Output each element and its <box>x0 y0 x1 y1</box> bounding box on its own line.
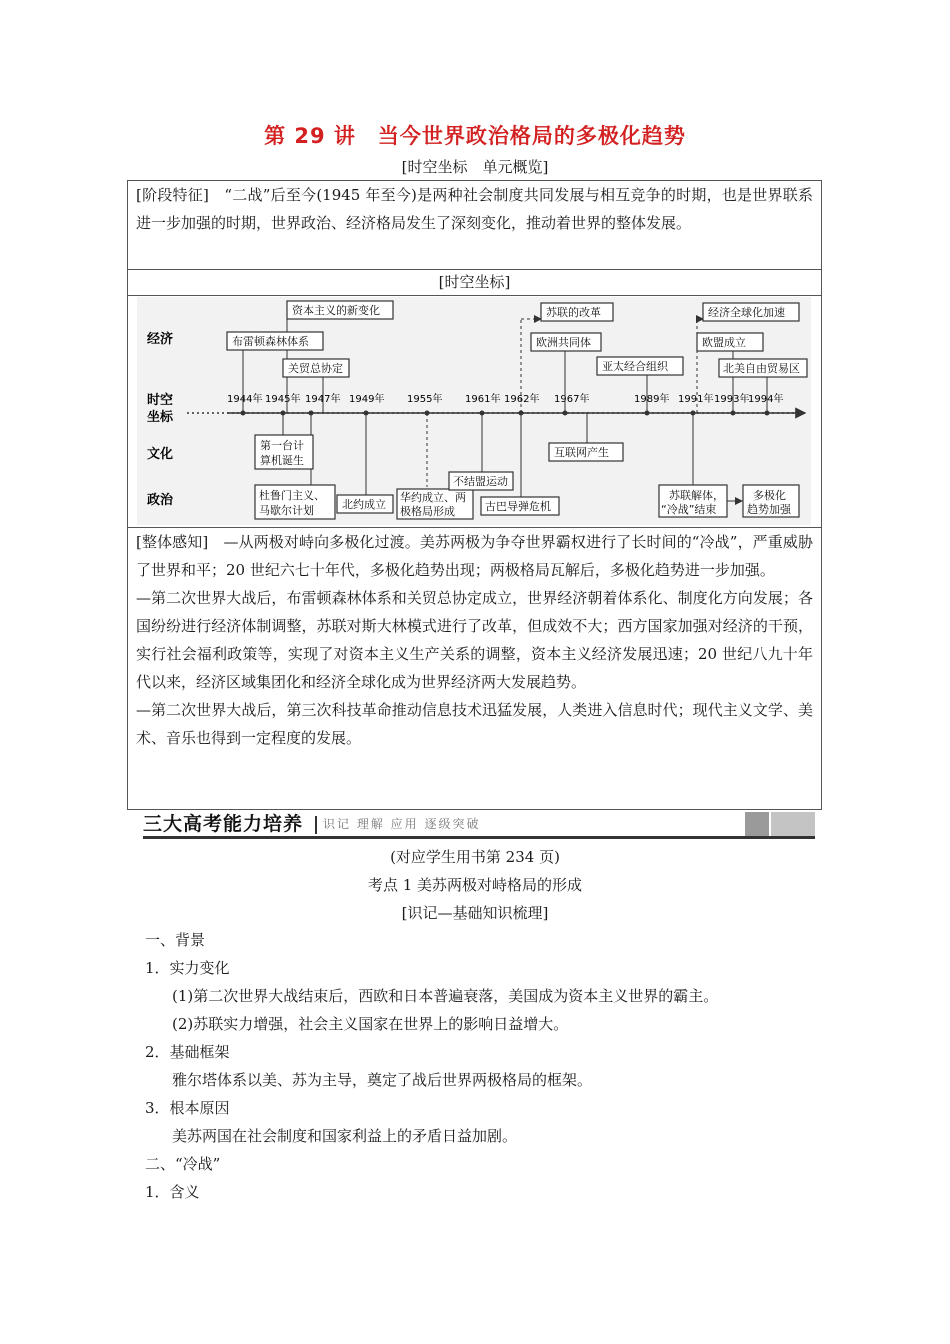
text-globalization: 经济全球化加速 <box>708 306 785 319</box>
text-computer-1: 第一台计 <box>260 439 304 452</box>
text-soviet-reform: 苏联的改革 <box>546 306 601 319</box>
year-1945: 1945年 <box>265 394 301 405</box>
text-multi-1: 多极化 <box>753 489 786 502</box>
point-1: (1)第二次世界大战结束后，西欧和日本普遍衰落，美国成为资本主义世界的霸主。 <box>172 987 719 1005</box>
year-labels <box>227 392 783 405</box>
banner-decor-dark <box>745 812 769 836</box>
text-gatt: 关贸总协定 <box>288 362 343 375</box>
text-nato: 北约成立 <box>342 498 386 511</box>
topic-heading: 考点 1 美苏两极对峙格局的形成 <box>367 876 583 894</box>
text-eec: 欧洲共同体 <box>536 336 591 349</box>
text-nafta: 北美自由贸易区 <box>723 362 800 375</box>
text-internet: 互联网产生 <box>554 446 609 459</box>
heading-strength-change: 1．实力变化 <box>145 959 230 977</box>
year-1993: 1993年 <box>714 394 750 405</box>
banner-underline <box>143 836 815 839</box>
summary-paragraph-2: —第二次世界大战后，布雷顿森林体系和关贸总协定成立，世界经济朝着体系化、制度化方向发展；各国纷纷进行经济体制调整，苏联对斯大林模式进行了改革，但成效不大；西方国家加强对经济的干预，实行社会福利政策等，实现了对资本主义生产关系的调整，资本主义经济发展迅速；20 世纪八九十年代以来，经济区域集团化和经济全球化成为世界经济两大发展趋势。 <box>136 589 813 691</box>
banner-subtitle: 识记 理解 应用 逐级突破 <box>323 817 481 831</box>
time-coordinate-header: [时空坐标] <box>127 269 822 296</box>
root-cause-text: 美苏两国在社会制度和国家利益上的矛盾日益加剧。 <box>172 1127 518 1145</box>
text-computer-2: 算机诞生 <box>260 454 304 467</box>
heading-background: 一、背景 <box>145 931 206 949</box>
text-cuba: 古巴导弹危机 <box>485 500 551 513</box>
text-nam: 不结盟运动 <box>453 475 508 488</box>
heading-root-cause: 3．根本原因 <box>145 1099 230 1117</box>
banner-title: 三大高考能力培养 <box>143 813 304 835</box>
text-truman-1: 杜鲁门主义、 <box>259 489 325 502</box>
timeline-box <box>127 295 822 528</box>
overall-perception-box <box>127 527 822 810</box>
heading-meaning: 1．含义 <box>145 1183 200 1201</box>
year-1989: 1989年 <box>634 394 670 405</box>
page-subtitle: [时空坐标 单元概览] <box>401 158 549 176</box>
text-multi-2: 趋势加强 <box>747 503 791 516</box>
stage-characteristics-box <box>127 180 822 270</box>
year-1991: 1991年 <box>678 394 714 405</box>
text-ussr-1: 苏联解体， <box>669 489 724 502</box>
book-reference: (对应学生用书第 234 页) <box>390 848 560 866</box>
year-1949: 1949年 <box>349 394 385 405</box>
text-bretton: 布雷顿森林体系 <box>232 335 309 348</box>
year-1955: 1955年 <box>407 394 443 405</box>
text-ussr-2: “冷战”结束 <box>661 503 717 516</box>
year-1947: 1947年 <box>305 394 341 405</box>
year-1994: 1994年 <box>748 394 784 405</box>
text-warsaw-1: 华约成立、两 <box>400 491 466 504</box>
row-label-timecoord-1: 时空 <box>147 393 174 408</box>
row-label-timecoord-2: 坐标 <box>147 410 174 425</box>
banner-decor-light <box>771 812 815 836</box>
stage-characteristics-text: [阶段特征] “二战”后至今(1945 年至今)是两种社会制度共同发展与相互竞争的时期，也是世界联系进一步加强的时期，世界政治、经济格局发生了深刻变化，推动着世界的整体发展。 <box>136 186 813 232</box>
row-label-economy: 经济 <box>147 332 174 347</box>
year-1962: 1962年 <box>504 394 540 405</box>
text-truman-2: 马歇尔计划 <box>259 504 314 517</box>
section-banner <box>143 812 815 838</box>
text-apec: 亚太经合组织 <box>602 360 668 373</box>
timeline-diagram <box>137 297 811 525</box>
text-warsaw-2: 极格局形成 <box>400 505 455 518</box>
topic-tag: [识记—基础知识梳理] <box>401 904 549 922</box>
row-label-politics: 政治 <box>147 493 174 508</box>
year-1961: 1961年 <box>465 394 501 405</box>
row-label-culture: 文化 <box>147 447 174 462</box>
framework-text: 雅尔塔体系以美、苏为主导，奠定了战后世界两极格局的框架。 <box>172 1071 593 1089</box>
page-title: 第 29 讲 当今世界政治格局的多极化趋势 <box>264 124 686 148</box>
heading-cold-war: 二、“冷战” <box>145 1155 221 1173</box>
year-1967: 1967年 <box>554 394 590 405</box>
year-1944: 1944年 <box>227 394 263 405</box>
heading-framework: 2．基础框架 <box>145 1043 230 1061</box>
summary-paragraph-1: [整体感知] —从两极对峙向多极化过渡。美苏两极为争夺世界霸权进行了长时间的“冷战”，严重威胁了世界和平；20 世纪六七十年代，多极化趋势出现；两极格局瓦解后，多极化趋势进一步加强。 <box>136 533 813 579</box>
banner-separator <box>315 816 317 834</box>
point-2: (2)苏联实力增强，社会主义国家在世界上的影响日益增大。 <box>172 1015 569 1033</box>
text-eu: 欧盟成立 <box>702 336 746 349</box>
text-capitalism: 资本主义的新变化 <box>292 304 380 317</box>
summary-paragraph-3: —第二次世界大战后，第三次科技革命推动信息技术迅猛发展，人类进入信息时代；现代主义文学、美术、音乐也得到一定程度的发展。 <box>136 701 813 747</box>
